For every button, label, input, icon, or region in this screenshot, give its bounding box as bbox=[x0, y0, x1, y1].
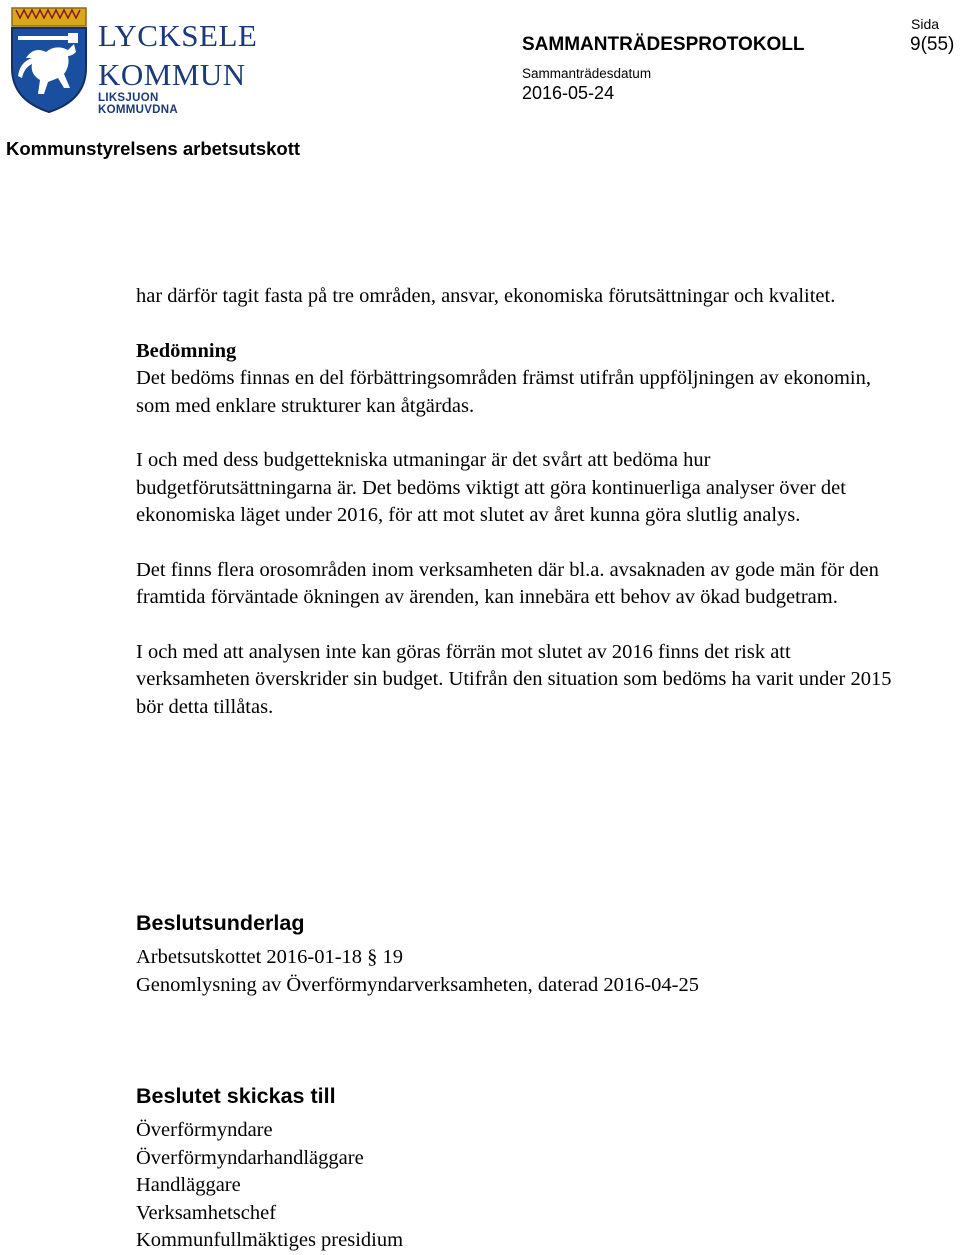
logo-text-sami: LIKSJUON KOMMUVDNA bbox=[98, 92, 178, 116]
list-item: Genomlysning av Överförmyndarverksamheten, daterad 2016-04-25 bbox=[136, 973, 700, 996]
intro-paragraph: har därför tagit fasta på tre områden, ansvar, ekonomiska förutsättningar och kvalitet. bbox=[136, 285, 836, 307]
assessment-heading: Bedömning bbox=[136, 339, 237, 362]
assessment-paragraph: I och med dess budgettekniska utmaningar är det svårt att bedöma hur budgetförutsättningarna är. Det bedöms viktigt att göra kontinuerliga analyser över det ekonomiska läget under 2016, för att mot slutet av året kunna göra slutlig analys. bbox=[136, 449, 846, 526]
logo-text-kommun: KOMMUN bbox=[98, 57, 246, 92]
recipients-list bbox=[136, 1117, 403, 1255]
municipality-logo bbox=[8, 6, 258, 116]
decision-basis-list bbox=[136, 944, 699, 999]
meeting-date-value: 2016-05-24 bbox=[522, 83, 615, 103]
document-title: SAMMANTRÄDESPROTOKOLL bbox=[522, 34, 805, 55]
decision-basis-heading: Beslutsunderlag bbox=[136, 911, 305, 935]
recipients-heading: Beslutet skickas till bbox=[136, 1084, 336, 1108]
wolf-emblem-icon bbox=[8, 6, 90, 114]
assessment-paragraph: Det finns flera orosområden inom verksamheten där bl.a. avsaknaden av gode män för den framtida förväntade ökningen av ärenden, kan innebära ett behov av ökad budgetram. bbox=[136, 558, 879, 608]
committee-name: Kommunstyrelsens arbetsutskott bbox=[6, 138, 301, 159]
meeting-date-label: Sammanträdesdatum bbox=[522, 66, 652, 81]
logo-text-lycksele: LYCKSELE bbox=[98, 18, 258, 53]
list-item: Handläggare bbox=[136, 1174, 241, 1196]
list-item: Arbetsutskottet 2016-01-18 § 19 bbox=[136, 946, 404, 968]
list-item: Överförmyndare bbox=[136, 1119, 273, 1141]
page-number: 9(55) bbox=[910, 34, 955, 55]
assessment-paragraph: I och med att analysen inte kan göras förrän mot slutet av 2016 finns det risk att verksamheten överskrider sin budget. Utifrån den situation som bedöms ha varit under 2015 bör detta tillåtas. bbox=[136, 640, 892, 718]
list-item: Kommunfullmäktiges presidium bbox=[136, 1229, 404, 1251]
assessment-paragraph: Det bedöms finnas en del förbättringsområden främst utifrån uppföljningen av ekonomin, som med enklare strukturer kan åtgärdas. bbox=[136, 367, 871, 417]
assessment-section bbox=[136, 283, 896, 721]
page-label: Sida bbox=[911, 16, 940, 32]
list-item: Verksamhetschef bbox=[136, 1201, 277, 1224]
list-item: Överförmyndarhandläggare bbox=[136, 1146, 364, 1169]
